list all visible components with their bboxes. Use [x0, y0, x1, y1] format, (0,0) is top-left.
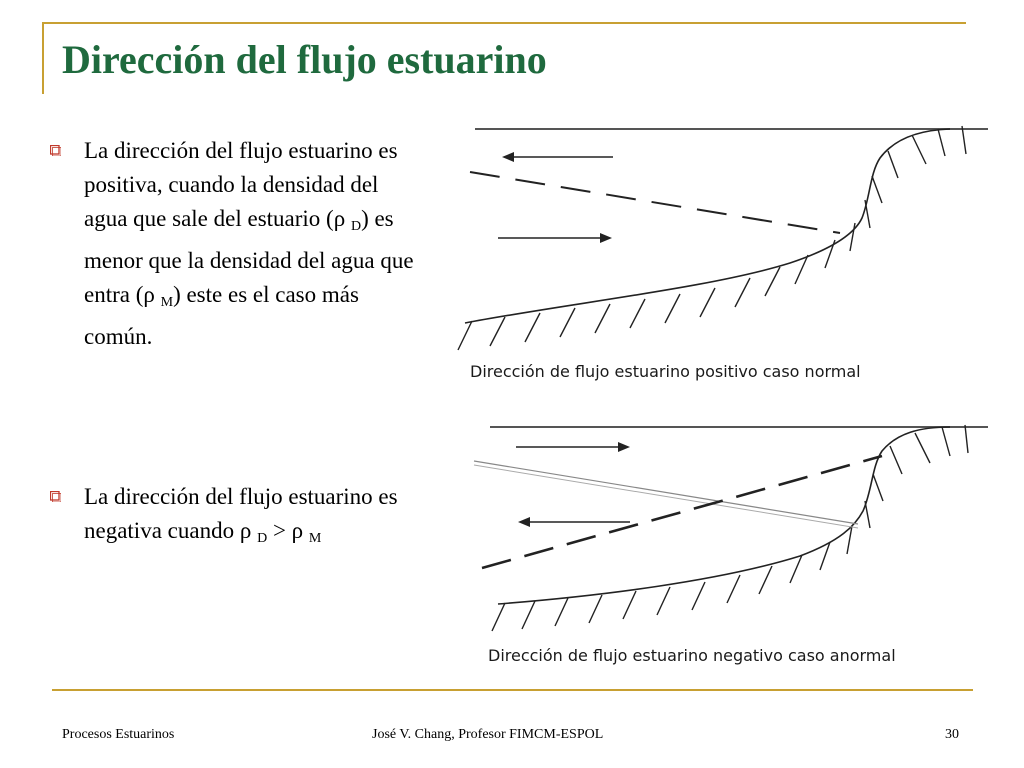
positive-flow-diagram [450, 118, 995, 363]
seabed-profile [498, 427, 950, 604]
bullet-positive-flow [50, 134, 420, 354]
left-arrow-icon [502, 152, 514, 162]
footer-course: Procesos Estuarinos [62, 727, 175, 742]
header-rule-vertical [42, 22, 44, 94]
header-rule-horizontal [42, 22, 966, 24]
slide-title: Dirección del flujo estuarino [62, 37, 547, 82]
bottom-figure-caption: Dirección de flujo estuarino negativo caso anormal [488, 646, 896, 665]
page-number: 30 [945, 727, 959, 742]
seabed-profile [465, 129, 950, 323]
interface-dashed-line [470, 172, 840, 233]
top-figure-caption: Dirección de flujo estuarino positivo caso normal [470, 362, 861, 381]
right-arrow-icon [600, 233, 612, 243]
checkbox-bullet-icon [50, 145, 61, 156]
negative-flow-diagram [450, 416, 995, 646]
interface-line [474, 461, 858, 524]
bullet-text: La dirección del flujo estuarino es positiva, cuando la densidad del agua que sale del estuario (ρ $_D$) es menor que la densidad del agua que entra (ρ $_M$) este es el caso más común. [84, 138, 414, 349]
seabed-hatching [492, 425, 968, 631]
bullet-text: La dirección del flujo estuarino es negativa cuando ρ $_D$ > ρ $_M$ [84, 484, 398, 546]
checkbox-bullet-icon [50, 491, 61, 502]
footer-rule [52, 689, 973, 691]
bullet-negative-flow [50, 480, 420, 556]
interface-dashed-line [482, 456, 882, 568]
footer-author: José V. Chang, Profesor FIMCM-ESPOL [372, 727, 604, 742]
left-arrow-icon [518, 517, 530, 527]
right-arrow-icon [618, 442, 630, 452]
